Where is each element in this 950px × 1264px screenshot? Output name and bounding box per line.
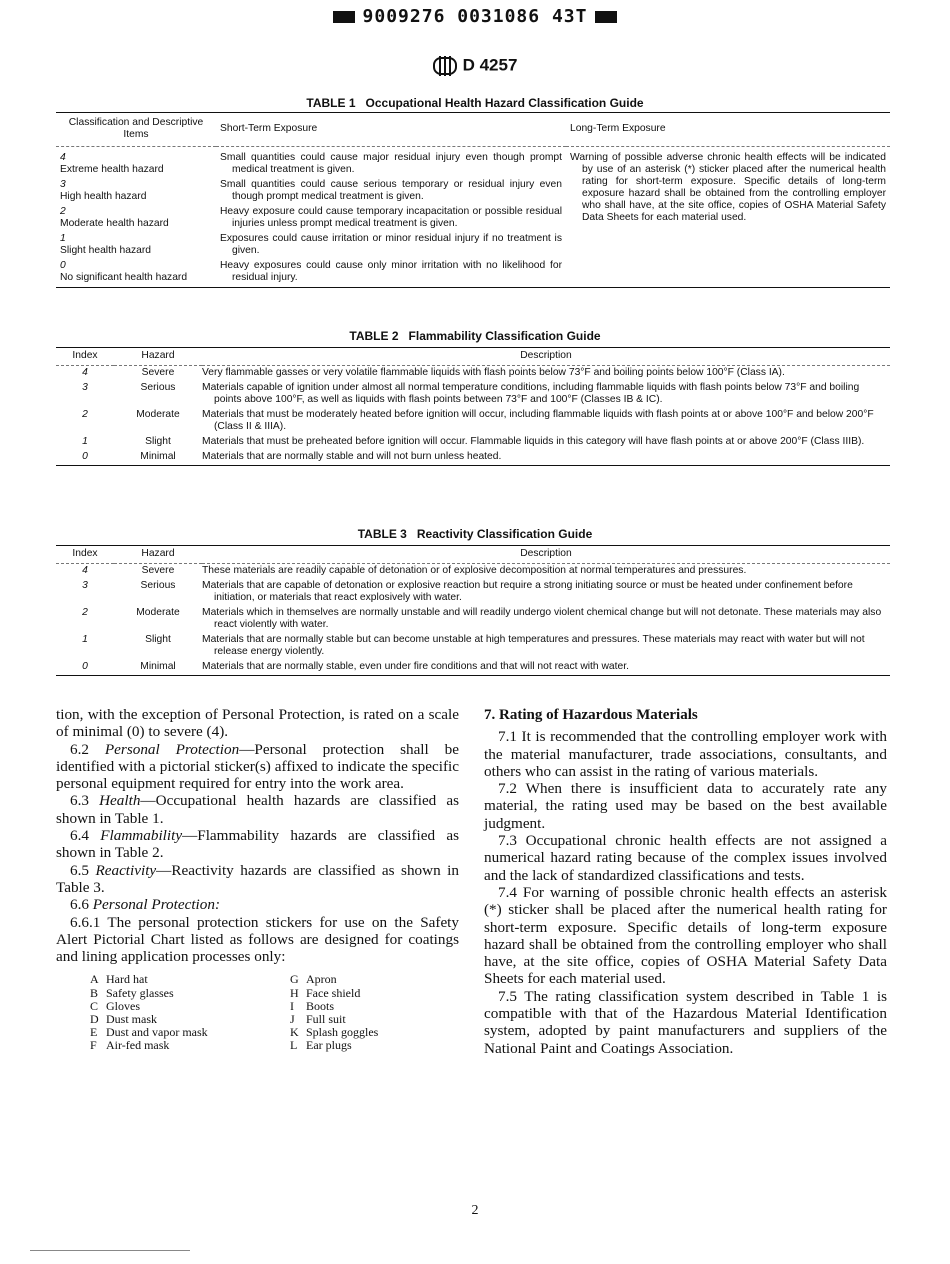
description-cell: Materials that must be moderately heated before ignition will occur, including flammable liquids with flash points at or above 100°F and below 200°F (Class II & IIIA). [202,409,874,432]
index-cell: 2 [82,409,88,420]
paragraph-7-2: 7.2 When there is insufficient data to accurately rate any material, the rating used may be based on the best available judgment. [484,780,887,832]
description-cell: Materials that must be preheated before ignition will occur. Flammable liquids in this category will have flash points at or above 200°F (Class IIIB). [202,436,865,447]
section-text: —Flammability hazards are classified as shown in Table 2. [56,827,460,862]
index-value: 2 [60,206,66,217]
hazard-label: Moderate health hazard [60,218,169,229]
hazard-cell: Serious [140,580,176,591]
sticker-name: Face shield [306,985,361,1000]
index-value: 4 [60,152,66,163]
hazard-label: No significant health hazard [60,272,188,283]
section-number: 6.6 [70,896,89,914]
hazard-cell: Slight [145,634,171,645]
scan-artifact-divider [30,1250,190,1251]
table2-label: TABLE 2 [349,329,399,343]
table1-header-classification: Classification and Descriptive Items [56,113,216,147]
short-term-desc: Small quantities could cause serious temporary or residual injury even though prompt medical treatment is given. [220,179,562,202]
table2-header-hazard: Hazard [114,348,202,366]
section-number: 6.2 [70,740,89,758]
table-row [56,435,890,450]
table3-header-description: Description [202,546,890,564]
sticker-name: Ear plugs [306,1038,352,1053]
table2-title: Flammability Classification Guide [408,329,601,343]
sticker-name: Hard hat [106,972,148,987]
index-cell: 0 [82,451,88,462]
hazard-cell: Moderate [136,607,180,618]
astm-logo-icon [433,55,457,77]
table-row [56,450,890,466]
hazard-cell: Moderate [136,409,180,420]
section-title: Personal Protection: [92,896,221,914]
table-row [56,633,890,660]
table1-long-term-cell [566,147,890,288]
sticker-letter: B [90,985,99,1000]
short-term-desc: Heavy exposure could cause temporary incapacitation or possible residual injuries unless prompt medical treatment is given. [220,206,562,229]
table1-row [56,147,890,288]
description-cell: Materials that are normally stable, even under fire conditions and that will not react with water. [202,661,629,672]
hazard-label: Extreme health hazard [60,164,164,175]
sticker-letter: F [90,1038,97,1053]
table-row [56,660,890,676]
paragraph-6-6 [56,896,459,913]
short-term-desc: Small quantities could cause major residual injury even though prompt medical treatment is given. [220,152,562,175]
barcode-text: 9009276 0031086 43T [362,6,588,27]
section-number: 6.5 [70,861,89,879]
table1-title: Occupational Health Hazard Classification Guide [365,96,644,110]
paragraph-6-4 [56,827,459,862]
paragraph-6-2 [56,741,459,793]
table-row [56,408,890,435]
table1-label: TABLE 1 [306,96,356,110]
paragraph-6-5 [56,862,459,897]
sticker-letter: I [290,998,294,1013]
hazard-cell: Minimal [140,451,176,462]
index-cell: 3 [82,382,88,393]
sticker-letter: H [290,985,299,1000]
left-text-column [56,706,459,1053]
sticker-name: Air-fed mask [106,1038,170,1053]
description-cell: Materials that are capable of detonation or explosive reaction but require a strong initiating source or must be heated under confinement before initiation, or materials that react explosively with water. [202,580,853,603]
description-cell: Very flammable gasses or very volatile flammable liquids with flash points below 73°F and boiling points below 100°F (Class IA). [202,367,785,378]
sticker-name: Apron [306,972,337,987]
section-text: —Reactivity hazards are classified as shown in Table 3. [56,861,459,896]
index-cell: 2 [82,607,88,618]
table3-header-hazard: Hazard [114,546,202,564]
hazard-cell: Serious [140,382,176,393]
table-row [56,366,890,382]
table-row [56,579,890,606]
section-title: Health [99,792,141,810]
designation-number: D 4257 [462,55,518,75]
index-value: 0 [60,260,66,271]
table3-header-index: Index [56,546,114,564]
table2-header-description: Description [202,348,890,366]
table-row [56,564,890,580]
right-text-column [484,707,887,1057]
table1-caption [0,96,950,110]
index-cell: 0 [82,661,88,672]
table3-header-row [56,546,890,564]
page-number: 2 [471,1203,479,1218]
table1-header-row [56,113,890,147]
paragraph-6-6-1: 6.6.1 The personal protection stickers for use on the Safety Alert Pictorial Chart listed as follows are designed for coatings and lining application processes only: [56,913,459,966]
hazard-cell: Severe [141,367,175,378]
paragraph-7-4: 7.4 For warning of possible chronic health effects an asterisk (*) sticker shall be placed after the numerical health rating for short-term exposure. Specific details of long-term exposure hazard shall be obtained from the controlling employer who shall have, at the site office, copies of OSHA Material Safety Data Sheets for each material used. [484,883,887,988]
table3-reactivity [56,545,890,676]
table2-flammability [56,347,890,466]
index-value: 1 [60,233,66,244]
index-cell: 1 [82,634,88,645]
barcode-header [0,6,950,27]
table3-title: Reactivity Classification Guide [416,527,593,541]
section-title: Reactivity [95,861,157,879]
hazard-cell: Slight [145,436,171,447]
table2-caption [0,329,950,343]
table1-short-term-cell [216,147,566,288]
sticker-name: Safety glasses [106,985,174,1000]
sticker-letter: J [290,1012,295,1027]
index-value: 3 [60,179,66,190]
sticker-letter: C [90,998,99,1013]
section-title: Flammability [100,827,183,845]
table-row [56,606,890,633]
paragraph-7-1: 7.1 It is recommended that the controlling employer work with the material manufacturer, trade associations, consultants, and others who can assist in the rating of various materials. [484,728,887,780]
long-term-desc: Warning of possible adverse chronic health effects will be indicated by use of an asterisk (*) sticker placed after the numerical health rating for short-term exposure. Specific details of long-term exposure hazard shall be obtained from the controlling employer who shall have, at the site office, copies of OSHA Material Safety Data Sheets for each material used. [570,152,886,223]
table1-classification-cell [56,147,216,288]
table2-header-index: Index [56,348,114,366]
barcode-block-icon [333,11,355,23]
paragraph-continued: tion, with the exception of Personal Protection, is rated on a scale of minimal (0) to severe (4). [56,706,459,741]
hazard-label: High health hazard [60,191,147,202]
index-cell: 1 [82,436,88,447]
sticker-letter: K [290,1025,299,1040]
section-text: —Occupational health hazards are classified as shown in Table 1. [56,792,460,827]
sticker-letter: D [90,1012,99,1027]
description-cell: Materials that are normally stable but can become unstable at high temperatures and pressures. These materials may react with water but will not release energy violently. [202,634,865,657]
short-term-desc: Exposures could cause irritation or minor residual injury if no treatment is given. [220,233,562,256]
sticker-letter: A [90,972,99,987]
paragraph-7-5: 7.5 The rating classification system described in Table 1 is compatible with that of the Hazardous Material Identification system, adopted by paint manufacturers and suppliers of the National Paint and Coatings Association. [484,987,887,1057]
section-number: 6.4 [70,827,89,845]
barcode-block-icon [595,11,617,23]
description-cell: Materials that are normally stable and will not burn unless heated. [202,451,502,462]
sticker-list [90,973,459,1052]
table3-caption [0,527,950,541]
paragraph-6-3 [56,792,459,827]
hazard-label: Slight health hazard [60,245,152,256]
section-title: Personal Protection [104,740,240,758]
table-row [56,381,890,408]
section-7-heading: 7. Rating of Hazardous Materials [484,707,698,723]
index-cell: 3 [82,580,88,591]
table2-header-row [56,348,890,366]
sticker-name: Gloves [106,998,140,1013]
sticker-name: Dust mask [106,1012,157,1027]
table3-label: TABLE 3 [357,527,407,541]
sticker-name: Splash goggles [306,1025,379,1040]
section-text: —Personal protection shall be identified with a pictorial sticker(s) affixed to indicate the specific personal equipment required for entry into the work area. [56,740,459,793]
hazard-cell: Minimal [140,661,176,672]
standard-designation [0,55,950,77]
sticker-name: Full suit [306,1012,346,1027]
table1-health-hazard [56,112,890,288]
description-cell: Materials which in themselves are normally unstable and will readily undergo violent chemical change but will not detonate. These materials may also react violently with water. [202,607,882,630]
table1-header-long-term: Long-Term Exposure [566,113,890,147]
table1-header-short-term: Short-Term Exposure [216,113,566,147]
sticker-name: Boots [306,998,335,1013]
hazard-cell: Severe [141,565,175,576]
sticker-letter: L [290,1038,298,1053]
index-cell: 4 [82,367,88,378]
section-number: 6.3 [70,792,89,810]
description-cell: These materials are readily capable of detonation or of explosive decomposition at normal temperatures and pressures. [202,565,747,576]
description-cell: Materials capable of ignition under almost all normal temperature conditions, including flammable liquids with flash points below 73°F and boiling points above 100°F, as well as liquids with flash points between 73°F and 100°F (Classes IB & IC). [202,382,860,405]
sticker-name: Dust and vapor mask [106,1025,208,1040]
paragraph-7-3: 7.3 Occupational chronic health effects are not assigned a numerical hazard rating because of the complex issues involved and the lack of standardized classifications and tests. [484,832,887,884]
short-term-desc: Heavy exposures could cause only minor irritation with no likelihood for residual injury. [220,260,562,283]
sticker-letter: E [90,1025,98,1040]
index-cell: 4 [82,565,88,576]
sticker-letter: G [290,972,299,987]
